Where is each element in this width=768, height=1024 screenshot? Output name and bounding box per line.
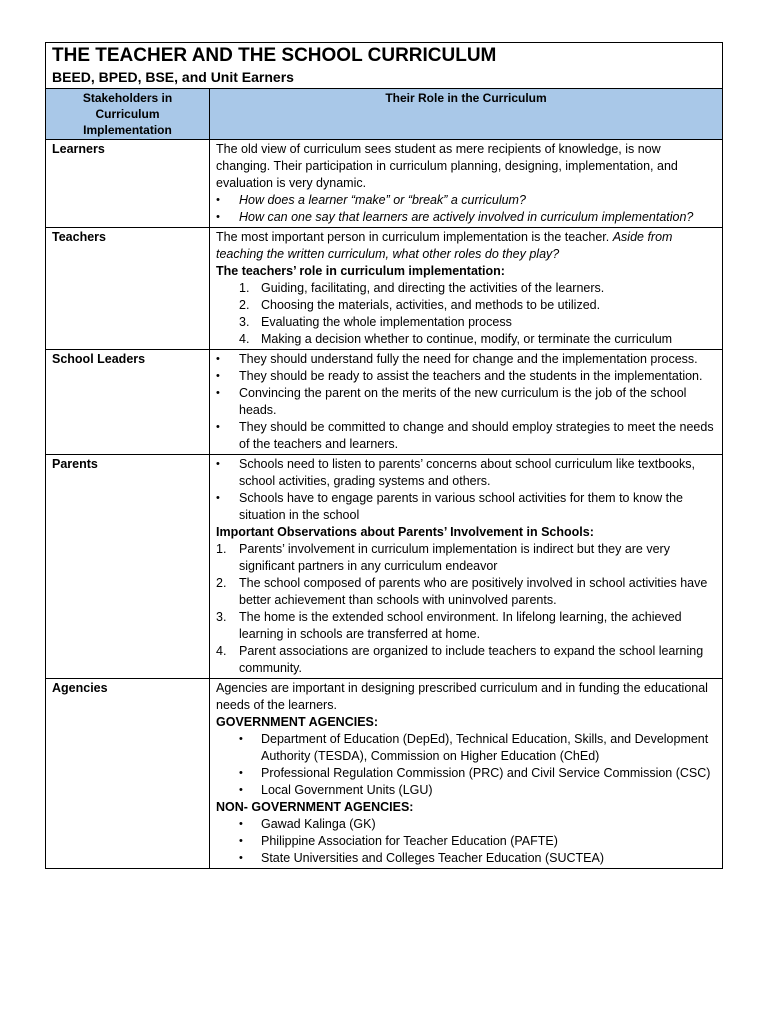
list-item: • They should be committed to change and should employ strategies to meet the needs of the teachers and learners. [216, 419, 716, 453]
stakeholder-teachers: Teachers [46, 228, 210, 350]
government-agencies-heading: GOVERNMENT AGENCIES: [216, 715, 379, 729]
list-item: • Schools have to engage parents in various school activities for them to know the situation in the school [216, 490, 716, 524]
list-item: • Schools need to listen to parents’ concerns about school curriculum like textbooks, school activities, grading systems and others. [216, 456, 716, 490]
table-row-agencies [46, 679, 722, 869]
teachers-intro-paragraph [216, 229, 716, 263]
learners-question: • How can one say that learners are actively involved in curriculum implementation? [216, 209, 716, 226]
non-government-agencies-heading: NON- GOVERNMENT AGENCIES: [216, 800, 414, 814]
list-number: 2. [239, 298, 250, 312]
non-government-agencies-list [216, 816, 716, 867]
list-item: • Philippine Association for Teacher Education (PAFTE) [216, 833, 716, 850]
list-item: • Professional Regulation Commission (PRC) and Civil Service Commission (CSC) [216, 765, 716, 782]
list-item [216, 575, 716, 609]
teachers-intro-question: Aside from teaching the written curriculum, what other roles do they play? [216, 230, 673, 261]
list-number: 3. [239, 315, 250, 329]
list-item [216, 541, 716, 575]
list-item [216, 609, 716, 643]
teachers-role-heading: The teachers’ role in curriculum implementation: [216, 264, 505, 278]
stakeholder-learners: Learners [46, 140, 210, 228]
list-number: 2. [216, 576, 227, 590]
learners-intro: The old view of curriculum sees student as mere recipients of knowledge, is now changing. Their participation in curriculum planning, designing, implementation, and evaluation is very dynamic. [216, 142, 678, 190]
parents-points [216, 456, 716, 524]
list-number: 4. [216, 644, 227, 658]
parents-observations-list [216, 541, 716, 677]
list-item: • They should understand fully the need for change and the implementation process. [216, 351, 716, 368]
list-item: • Convincing the parent on the merits of the new curriculum is the job of the school heads. [216, 385, 716, 419]
role-learners [210, 140, 723, 228]
list-item [216, 314, 716, 331]
list-item: • Local Government Units (LGU) [216, 782, 716, 799]
list-item [216, 331, 716, 348]
stakeholder-agencies: Agencies [46, 679, 210, 869]
list-text: Evaluating the whole implementation process [261, 315, 512, 329]
role-agencies [210, 679, 723, 869]
table-row-school-leaders [46, 350, 722, 455]
list-item [216, 297, 716, 314]
document-table-container [45, 42, 723, 869]
teachers-roles-list [216, 280, 716, 348]
list-number: 1. [239, 281, 250, 295]
table-row-parents [46, 455, 722, 679]
document-subtitle: BEED, BPED, BSE, and Unit Earners [52, 69, 294, 85]
document-header [46, 43, 722, 89]
table-row-teachers [46, 228, 722, 350]
list-text: The school composed of parents who are positively involved in school activities have better achievement than schools with uninvolved parents. [239, 576, 708, 607]
list-text: Choosing the materials, activities, and methods to be utilized. [261, 298, 601, 312]
list-number: 1. [216, 542, 227, 556]
header-stakeholders: Stakeholders in Curriculum Implementation [46, 89, 210, 140]
learners-question: • How does a learner “make” or “break” a curriculum? [216, 192, 716, 209]
list-number: 4. [239, 332, 250, 346]
list-text: Making a decision whether to continue, modify, or terminate the curriculum [261, 332, 673, 346]
list-item: • They should be ready to assist the teachers and the students in the implementation. [216, 368, 716, 385]
agencies-intro: Agencies are important in designing prescribed curriculum and in funding the educational needs of the learners. [216, 681, 708, 712]
curriculum-roles-table [46, 89, 722, 868]
list-item [216, 280, 716, 297]
list-text: Guiding, facilitating, and directing the activities of the learners. [261, 281, 605, 295]
stakeholder-parents: Parents [46, 455, 210, 679]
government-agencies-list [216, 731, 716, 799]
list-text: Parent associations are organized to include teachers to expand the school learning community. [239, 644, 704, 675]
stakeholder-school-leaders: School Leaders [46, 350, 210, 455]
teachers-intro: The most important person in curriculum implementation is the teacher. [216, 230, 610, 244]
table-header-row [46, 89, 722, 140]
header-role: Their Role in the Curriculum [210, 89, 723, 140]
learners-questions [216, 192, 716, 226]
list-item: • Gawad Kalinga (GK) [216, 816, 716, 833]
role-school-leaders [210, 350, 723, 455]
role-parents [210, 455, 723, 679]
list-text: The home is the extended school environment. In lifelong learning, the achieved learning in schools are transferred at home. [239, 610, 682, 641]
role-teachers [210, 228, 723, 350]
list-text: Parents’ involvement in curriculum implementation is indirect but they are very significant partners in any curriculum endeavor [239, 542, 670, 573]
school-leaders-points [216, 351, 716, 453]
list-item [216, 643, 716, 677]
list-number: 3. [216, 610, 227, 624]
list-item: • Department of Education (DepEd), Technical Education, Skills, and Development Authority (TESDA), Commission on Higher Education (ChEd) [216, 731, 716, 765]
document-title: THE TEACHER AND THE SCHOOL CURRICULUM [52, 45, 497, 66]
table-row-learners [46, 140, 722, 228]
list-item: • State Universities and Colleges Teacher Education (SUCTEA) [216, 850, 716, 867]
parents-observations-heading: Important Observations about Parents’ Involvement in Schools: [216, 525, 594, 539]
